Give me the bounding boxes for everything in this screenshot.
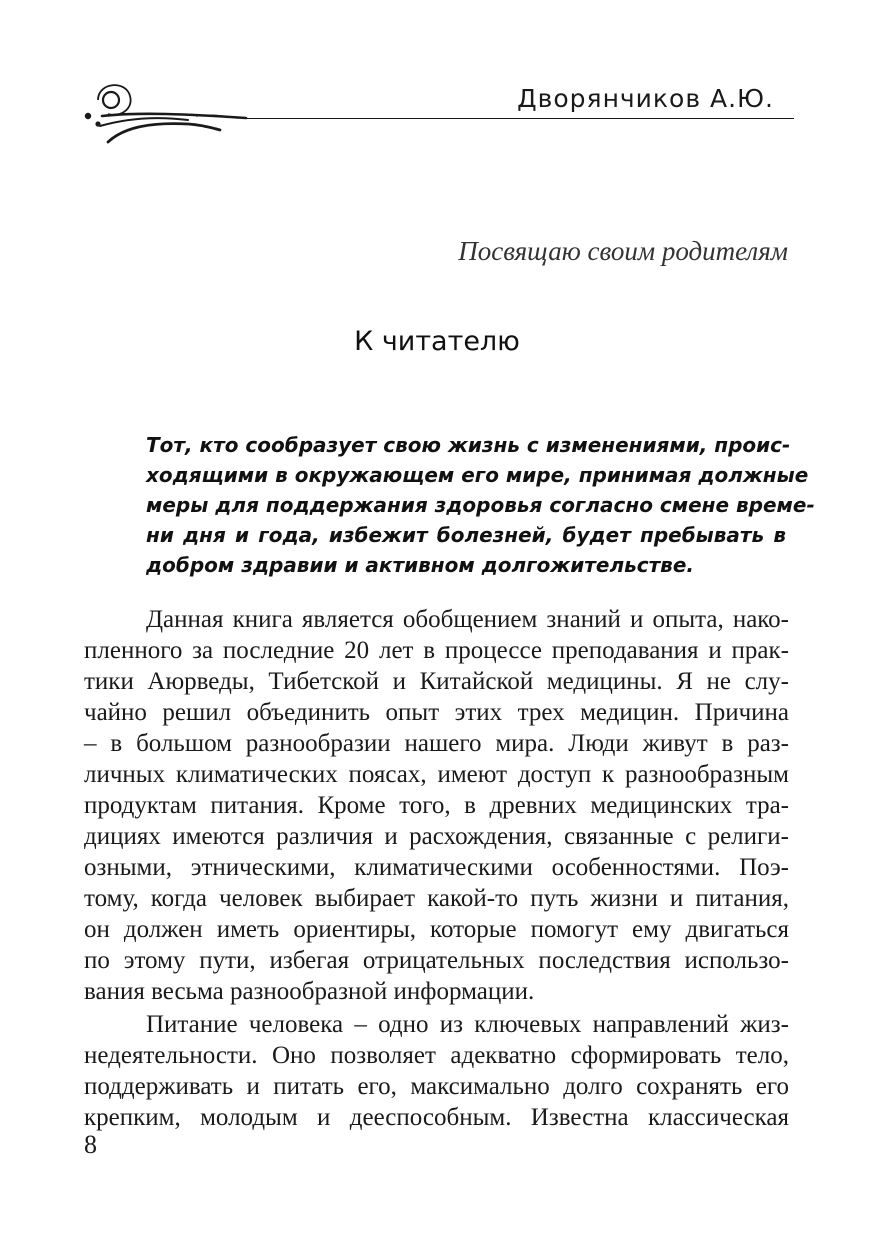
epigraph-line: меры для поддержания здоровья согласно смене време- — [146, 493, 815, 517]
text-line: поддерживать и питать его, максимально долго сохранять его — [84, 1073, 789, 1100]
text-line: он должен иметь ориентиры, которые помогут ему двигаться — [84, 916, 789, 943]
body-text — [84, 604, 789, 1135]
dedication: Посвящаю своим родителям — [458, 236, 788, 266]
swirl-ornament-icon — [78, 72, 328, 152]
text-line: продуктам питания. Кроме того, в древних медицинских тра- — [84, 792, 789, 819]
text-line: тики Аюрведы, Тибетской и Китайской медицины. Я не слу- — [84, 668, 789, 695]
epigraph-line: ходящими в окружающем его мире, принимая должные — [146, 463, 809, 487]
text-line: личных климатических поясах, имеют доступ к разнообразным — [84, 761, 789, 788]
epigraph — [146, 430, 815, 580]
running-header — [78, 72, 794, 152]
text-line: чайно решил объединить опыт этих трех медицин. Причина — [84, 699, 789, 726]
text-line: – в большом разнообразии нашего мира. Люди живут в раз- — [84, 730, 789, 757]
chapter-title: К читателю — [354, 326, 520, 357]
text-line: дициях имеются различия и расхождения, связанные с религи- — [84, 823, 789, 850]
epigraph-line: Тот, кто сообразует свою жизнь с изменениями, проис- — [146, 433, 791, 457]
text-line: Данная книга является обобщением знаний и опыта, нако- — [146, 606, 789, 633]
author-name: Дворянчиков А.Ю. — [517, 84, 774, 113]
paragraph — [84, 1009, 789, 1133]
text-line: тому, когда человек выбирает какой-то путь жизни и питания, — [84, 885, 789, 912]
paragraph — [84, 604, 789, 1007]
text-line: вания весьма разнообразной информации. — [84, 978, 535, 1005]
page-number: 8 — [84, 1130, 97, 1159]
text-line: пленного за последние 20 лет в процессе преподавания и прак- — [84, 637, 789, 664]
epigraph-line: добром здравии и активном долгожительстве. — [146, 553, 694, 577]
text-line: по этому пути, избегая отрицательных последствия использо- — [84, 947, 789, 974]
text-line: Питание человека – одно из ключевых направлений жиз- — [146, 1011, 789, 1038]
text-line: озными, этническими, климатическими особенностями. Поэ- — [84, 854, 789, 881]
epigraph-line: ни дня и года, избежит болезней, будет пребывать в — [146, 523, 786, 547]
header-divider — [246, 118, 794, 119]
text-line: крепким, молодым и дееспособным. Известна классическая — [84, 1104, 789, 1131]
text-line: недеятельности. Оно позволяет адекватно сформировать тело, — [84, 1042, 789, 1069]
